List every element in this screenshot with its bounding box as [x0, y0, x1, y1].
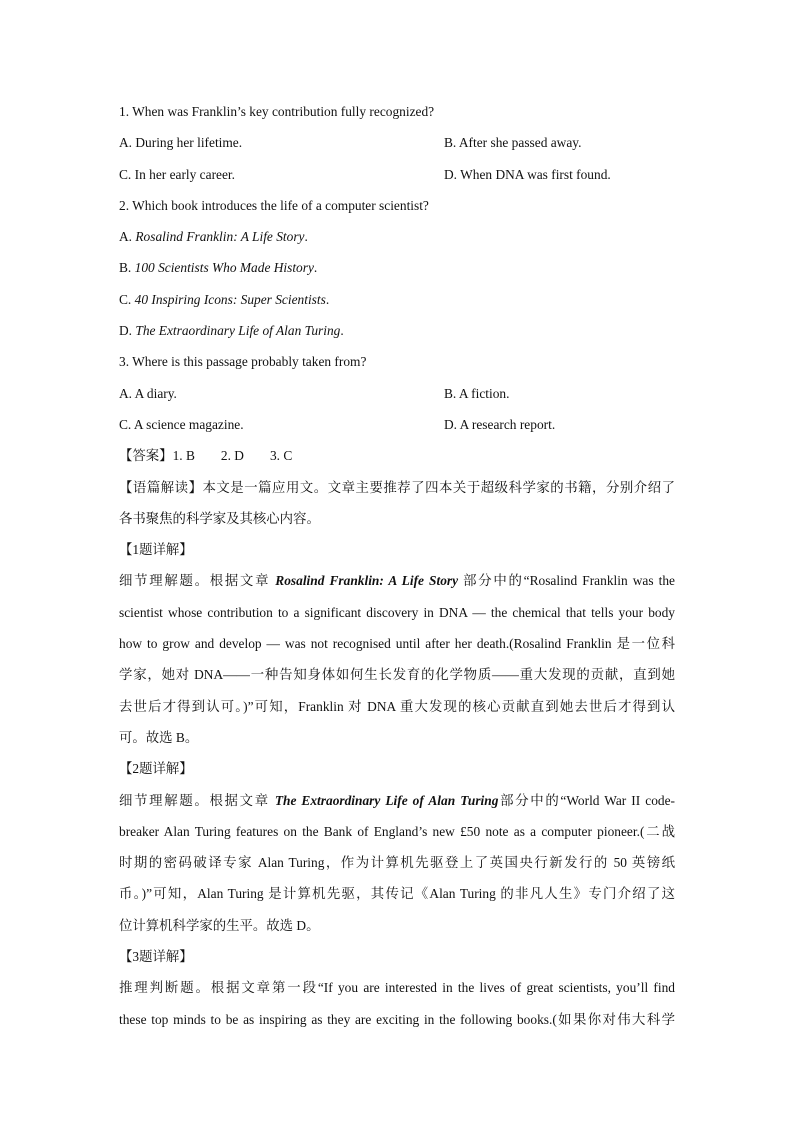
option-3d: D. A research report. [444, 416, 556, 432]
answer-item: 1. B [172, 448, 195, 464]
option-1b: B. After she passed away. [444, 135, 582, 151]
answer-label: 【答案】 [119, 448, 173, 464]
book-title: The Extraordinary Life of Alan Turing [274, 792, 499, 808]
book-title: 100 Scientists Who Made History [134, 260, 314, 276]
option-3a: A. A diary. [119, 385, 177, 401]
option-1d: D. When DNA was first found. [444, 166, 611, 182]
q3-heading: 【3题详解】 [119, 949, 193, 965]
option-3b: B. A fiction. [444, 385, 510, 401]
book-title: The Extraordinary Life of Alan Turing [135, 323, 341, 339]
q2-heading: 【2题详解】 [119, 761, 193, 777]
question-3-options-row-2 [119, 409, 675, 440]
book-title: 40 Inspiring Icons: Super Scientists [134, 291, 326, 307]
option-3c: C. A science magazine. [119, 416, 244, 432]
question-1-stem: 1. When was Franklin’s key contribution fully recognized? [119, 104, 435, 119]
analysis-label: 【语篇解读】 [119, 479, 203, 495]
answer-line [119, 440, 675, 471]
option-1c: C. In her early career. [119, 166, 235, 182]
option-2c: C. 40 Inspiring Icons: Super Scientists. [119, 291, 330, 307]
q3-explanation: 推理判断题。根据文章第一段“If you are interested in the lives of great scientists, you’ll find these top minds to be as inspiring as they are exciting in the following books.(如果你对伟大科学 [119, 980, 675, 1027]
question-3-options-row-1 [119, 378, 675, 409]
book-title: Rosalind Franklin: A Life Story [135, 229, 305, 245]
question-1-options-row-2 [119, 159, 675, 190]
option-2d: D. The Extraordinary Life of Alan Turing. [119, 323, 344, 339]
book-title: Rosalind Franklin: A Life Story [275, 573, 459, 589]
option-1a: A. During her lifetime. [119, 135, 243, 151]
answer-item: 2. D [220, 448, 244, 464]
option-2a: A. Rosalind Franklin: A Life Story. [119, 229, 308, 245]
passage-analysis: 【语篇解读】本文是一篇应用文。文章主要推荐了四本关于超级科学家的书籍，分别介绍了 各书聚焦的科学家及其核心内容。 [119, 479, 676, 526]
question-2-stem: 2. Which book introduces the life of a computer scientist? [119, 197, 429, 213]
question-3-stem: 3. Where is this passage probably taken from? [119, 354, 367, 370]
q2-explanation: 细节理解题。根据文章 The Extraordinary Life of Alan Turing部分中的“World War II code- breaker Alan Turing features on the Bank of England’s new £50 note as a computer pioneer.(二战 时期的密码破译专家 Alan Turing，作为计算机先驱登上了英国央行新发行的 50 英镑纸 币。)”可知，Alan Turing 是计算机先驱，其传记《Alan Turing 的非凡人生》专门介绍了这 位计算机科学家的生平。故选 D。 [119, 792, 675, 933]
option-2b: B. 100 Scientists Who Made History. [119, 260, 318, 276]
question-1-options-row-1 [119, 127, 675, 158]
answer-item: 3. C [269, 448, 293, 464]
q1-explanation: 细节理解题。根据文章 Rosalind Franklin: A Life Story 部分中的“Rosalind Franklin was the scientist whose contribution to a significant discovery in DNA — the chemical that tells your body how to grow and develop — was not recognised until after her death.(Rosalind Franklin 是一位科 学家，她对 DNA——一种告知身体如何生长发育的化学物质——重大发现的贡献，直到她 去世后才得到认可。)”可知，Franklin 对 DNA 重大发现的核心贡献直到她去世后才得到认 可。故选 B。 [119, 573, 675, 745]
document-page [119, 96, 675, 1035]
q1-heading: 【1题详解】 [119, 542, 193, 558]
